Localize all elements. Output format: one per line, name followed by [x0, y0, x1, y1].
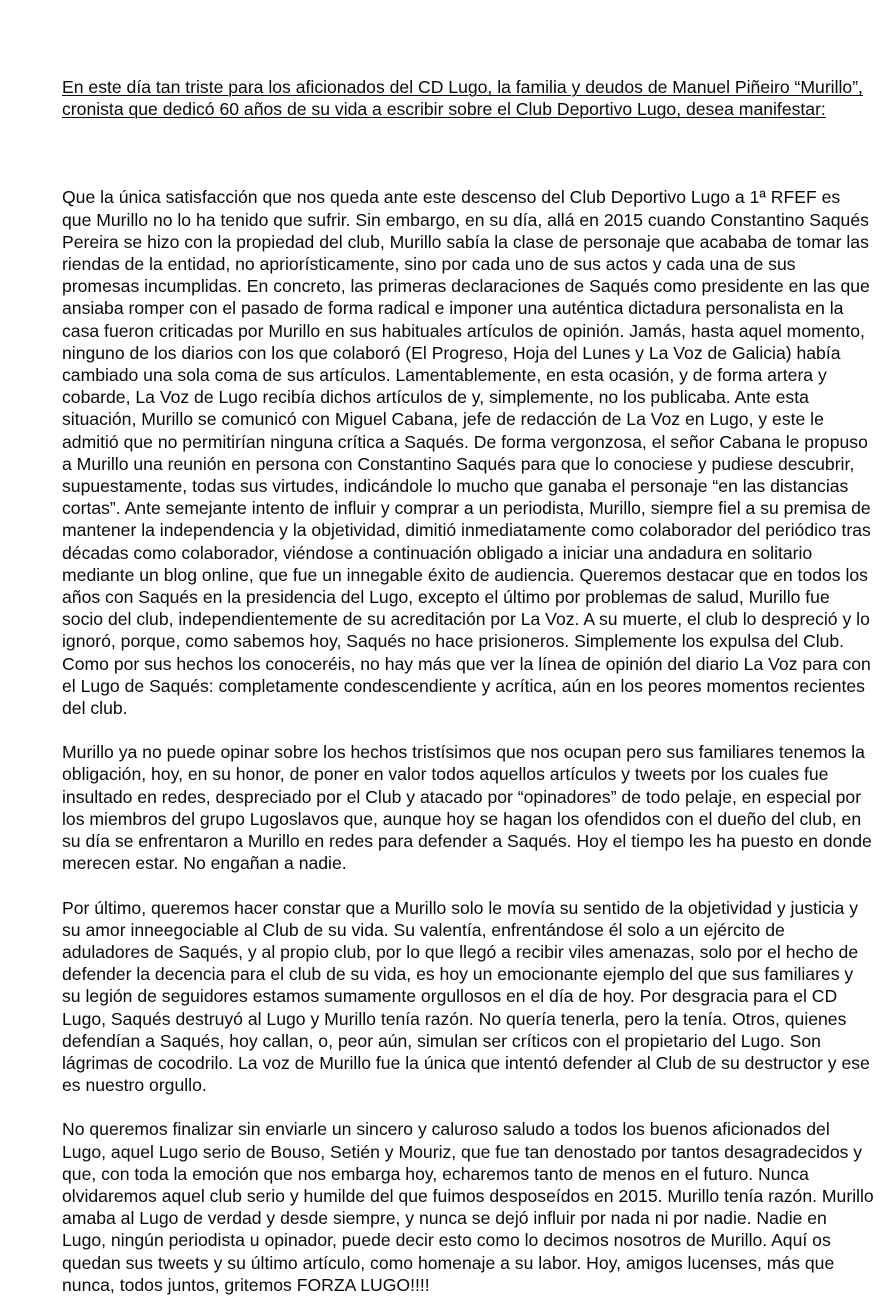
statement-heading: En este día tan triste para los aficionados del CD Lugo, la familia y deudos de Manuel Piñeiro “Murillo”, cronista que dedicó 60 años de su vida a escribir sobre el Club Deportivo Lugo, desea manifestar: — [62, 77, 863, 120]
paragraph-family-duty: Murillo ya no puede opinar sobre los hechos tristísimos que nos ocupan pero sus familiares tenemos la obligación, hoy, en su honor, de poner en valor todos aquellos artículos y tweets por los cuales fue insultado en redes, despreciado por el Club y atacado por “opinadores” de todo pelaje, en especial por los miembros del grupo Lugoslavos que, aunque hoy se hagan los ofendidos con el dueño del club, en su día se enfrentaron a Murillo en redes para defender a Saqués. Hoy el tiempo les ha puesto en donde merecen estar. No engañan a nadie. — [62, 742, 872, 874]
statement-document — [62, 76, 874, 1296]
paragraph-descent: Que la única satisfacción que nos queda ante este descenso del Club Deportivo Lugo a 1ª RFEF es que Murillo no lo ha tenido que sufrir. Sin embargo, en su día, allá en 2015 cuando Constantino Saqués Pereira se hizo con la propiedad del club, Murillo sabía la clase de personaje que acababa de tomar las riendas de la entidad, no apriorísticamente, sino por cada uno de sus actos y cada una de sus promesas incumplidas. En concreto, las primeras declaraciones de Saqués como presidente en las que ansiaba romper con el pasado de forma radical e imponer una auténtica dictadura personalista en la casa fueron criticadas por Murillo en sus habituales artículos de opinión. Jamás, hasta aquel momento, ninguno de los diarios con los que colaboró (El Progreso, Hoja del Lunes y La Voz de Galicia) había cambiado una sola coma de sus artículos. Lamentablemente, en esta ocasión, y de forma artera y cobarde, La Voz de Lugo recibía dichos artículos de y, simplemente, no los publicaba. Ante esta situación, Murillo se comunicó con Miguel Cabana, jefe de redacción de La Voz en Lugo, y este le admitió que no permitirían ninguna crítica a Saqués. De forma vergonzosa, el señor Cabana le propuso a Murillo una reunión en persona con Constantino Saqués para que lo conociese y pudiese descubrir, supuestamente, todas sus virtudes, indicándole lo mucho que ganaba el personaje “en las distancias cortas”. Ante semejante intento de influir y comprar a un periodista, Murillo, siempre fiel a su premisa de mantener la independencia y la objetividad, dimitió inmediatamente como colaborador del periódico tras décadas como colaborador, viéndose a continuación obligado a iniciar una andadura en solitario mediante un blog online, que fue un innegable éxito de audiencia. Queremos destacar que en todos los años con Saqués en la presidencia del Lugo, excepto el último por problemas de salud, Murillo fue socio del club, independientemente de su acreditación por La Voz. A su muerte, el club lo despreció y lo ignoró, porque, como sabemos hoy, Saqués no hace prisioneros. Simplemente los expulsa del Club. Como por sus hechos los conoceréis, no hay más que ver la línea de opinión del diario La Voz para con el Lugo de Saqués: completamente condescendiente y acrítica, aún en los peores momentos recientes del club. — [62, 187, 871, 719]
paragraph-objectivity: Por último, queremos hacer constar que a Murillo solo le movía su sentido de la objetividad y justicia y su amor inneegociable al Club de su vida. Su valentía, enfrentándose él solo a un ejército de aduladores de Saqués, y al propio club, por lo que llegó a recibir viles amenazas, solo por el hecho de defender la decencia para el club de su vida, es hoy un emocionante ejemplo del que sus familiares y su legión de seguidores estamos sumamente orgullosos en el día de hoy. Por desgracia para el CD Lugo, Saqués destruyó al Lugo y Murillo tenía razón. No quería tenerla, pero la tenía. Otros, quienes defendían a Saqués, hoy callan, o, peor aún, simulan ser críticos con el propietario del Lugo. Son lágrimas de cocodrilo. La voz de Murillo fue la única que intentó defender al Club de su destructor y ese es nuestro orgullo. — [62, 897, 870, 1096]
paragraph-farewell: No queremos finalizar sin enviarle un sincero y caluroso saludo a todos los buenos aficionados del Lugo, aquel Lugo serio de Bouso, Setién y Mouriz, que fue tan denostado por tantos desagradecidos y que, con toda la emoción que nos embarga hoy, echaremos tanto de menos en el futuro. Nunca olvidaremos aquel club serio y humilde del que fuimos desposeídos en 2015. Murillo tenía razón. Murillo amaba al Lugo de verdad y desde siempre, y nunca se dejó influir por nada ni por nadie. Nadie en Lugo, ningún periodista u opinador, puede decir esto como lo decimos nosotros de Murillo. Aquí os quedan sus tweets y su último artículo, como homenaje a su labor. Hoy, amigos lucenses, más que nunca, todos juntos, gritemos FORZA LUGO!!!! — [62, 1119, 874, 1295]
